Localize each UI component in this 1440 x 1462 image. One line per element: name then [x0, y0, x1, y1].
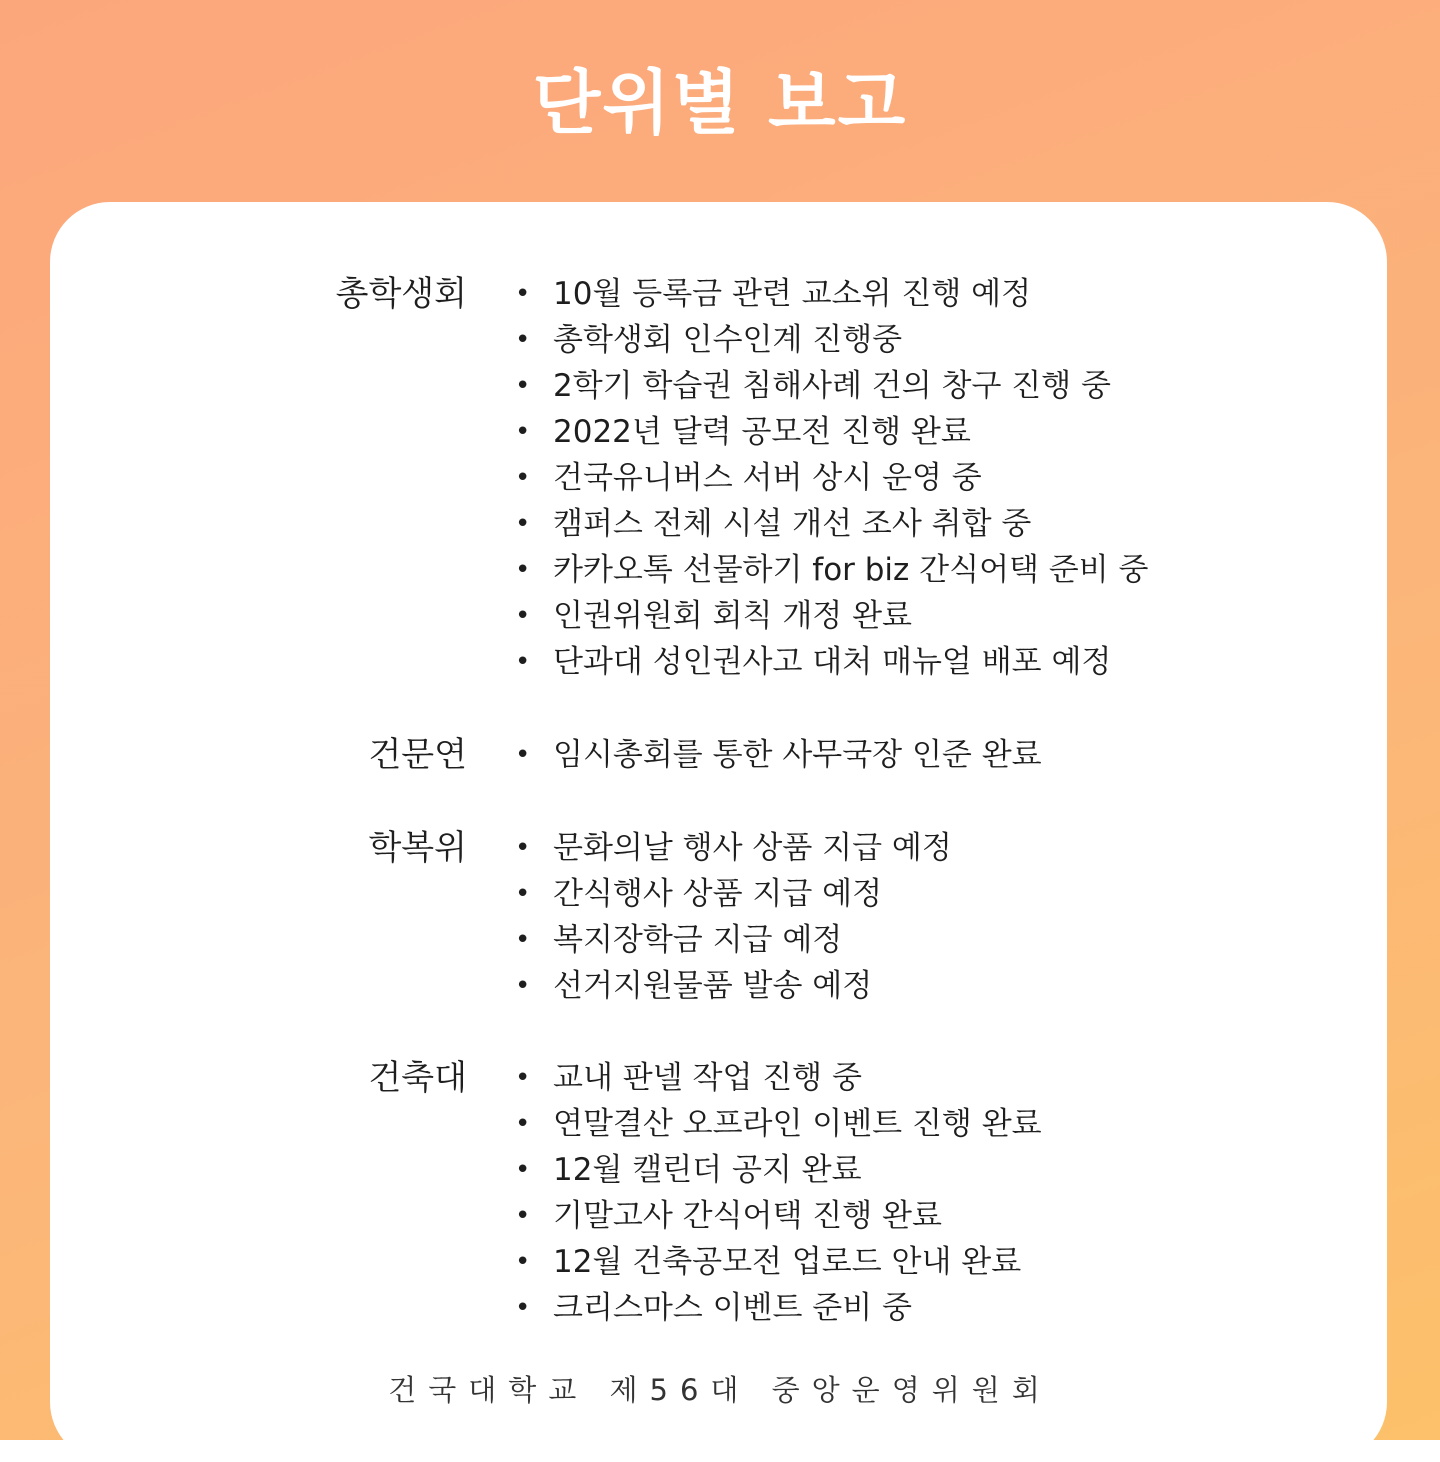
item-text: 교내 판넬 작업 진행 중: [553, 1060, 862, 1096]
item-text: 기말고사 간식어택 진행 완료: [553, 1198, 942, 1234]
bullet-dot: •: [515, 971, 531, 1001]
bullet-dot: •: [515, 1247, 531, 1277]
item-text: 크리스마스 이벤트 준비 중: [553, 1290, 912, 1326]
item-text: 2022년 달력 공모전 진행 완료: [553, 414, 971, 450]
bullet-dot: •: [515, 417, 531, 447]
item-text: 12월 캘린더 공지 완료: [553, 1152, 862, 1188]
item-text: 12월 건축공모전 업로드 안내 완료: [553, 1244, 1022, 1280]
section-label: 총학생회: [335, 274, 467, 314]
item-text: 복지장학금 지급 예정: [553, 922, 843, 958]
section-label: 건문연: [368, 735, 467, 775]
bullet-dot: •: [515, 371, 531, 401]
bullet-dot: •: [515, 879, 531, 909]
bullet-dot: •: [515, 325, 531, 355]
page-title: 단위별 보고: [532, 62, 908, 144]
bullet-dot: •: [515, 1063, 531, 1093]
item-text: 인권위원회 회칙 개정 완료: [553, 598, 912, 634]
section-label: 학복위: [368, 828, 467, 868]
item-text: 10월 등록금 관련 교소위 진행 예정: [553, 276, 1032, 312]
bullet-dot: •: [515, 1155, 531, 1185]
bullet-dot: •: [515, 1109, 531, 1139]
bullet-dot: •: [515, 509, 531, 539]
bullet-dot: •: [515, 279, 531, 309]
bullet-dot: •: [515, 1293, 531, 1323]
item-text: 총학생회 인수인계 진행중: [553, 322, 903, 358]
footer-organization: 건국대학교 제56대 중앙운영위원회: [388, 1373, 1052, 1407]
item-text: 단과대 성인권사고 대처 매뉴얼 배포 예정: [553, 644, 1112, 680]
item-text: 문화의날 행사 상품 지급 예정: [553, 830, 952, 866]
bullet-dot: •: [515, 925, 531, 955]
section-label: 건축대: [368, 1058, 467, 1098]
bullet-dot: •: [515, 555, 531, 585]
bullet-dot: •: [515, 601, 531, 631]
item-text: 캠퍼스 전체 시설 개선 조사 취합 중: [553, 506, 1032, 542]
item-text: 카카오톡 선물하기 for biz 간식어택 준비 중: [553, 552, 1149, 588]
item-text: 연말결산 오프라인 이벤트 진행 완료: [553, 1106, 1042, 1142]
item-text: 2학기 학습권 침해사례 건의 창구 진행 중: [553, 368, 1111, 404]
item-text: 선거지원물품 발송 예정: [553, 968, 873, 1004]
bullet-dot: •: [515, 833, 531, 863]
bullet-dot: •: [515, 740, 531, 770]
item-text: 건국유니버스 서버 상시 운영 중: [553, 460, 982, 496]
item-text: 임시총회를 통한 사무국장 인준 완료: [553, 737, 1042, 773]
item-text: 간식행사 상품 지급 예정: [553, 876, 883, 912]
bullet-dot: •: [515, 463, 531, 493]
bullet-dot: •: [515, 1201, 531, 1231]
bullet-dot: •: [515, 647, 531, 677]
